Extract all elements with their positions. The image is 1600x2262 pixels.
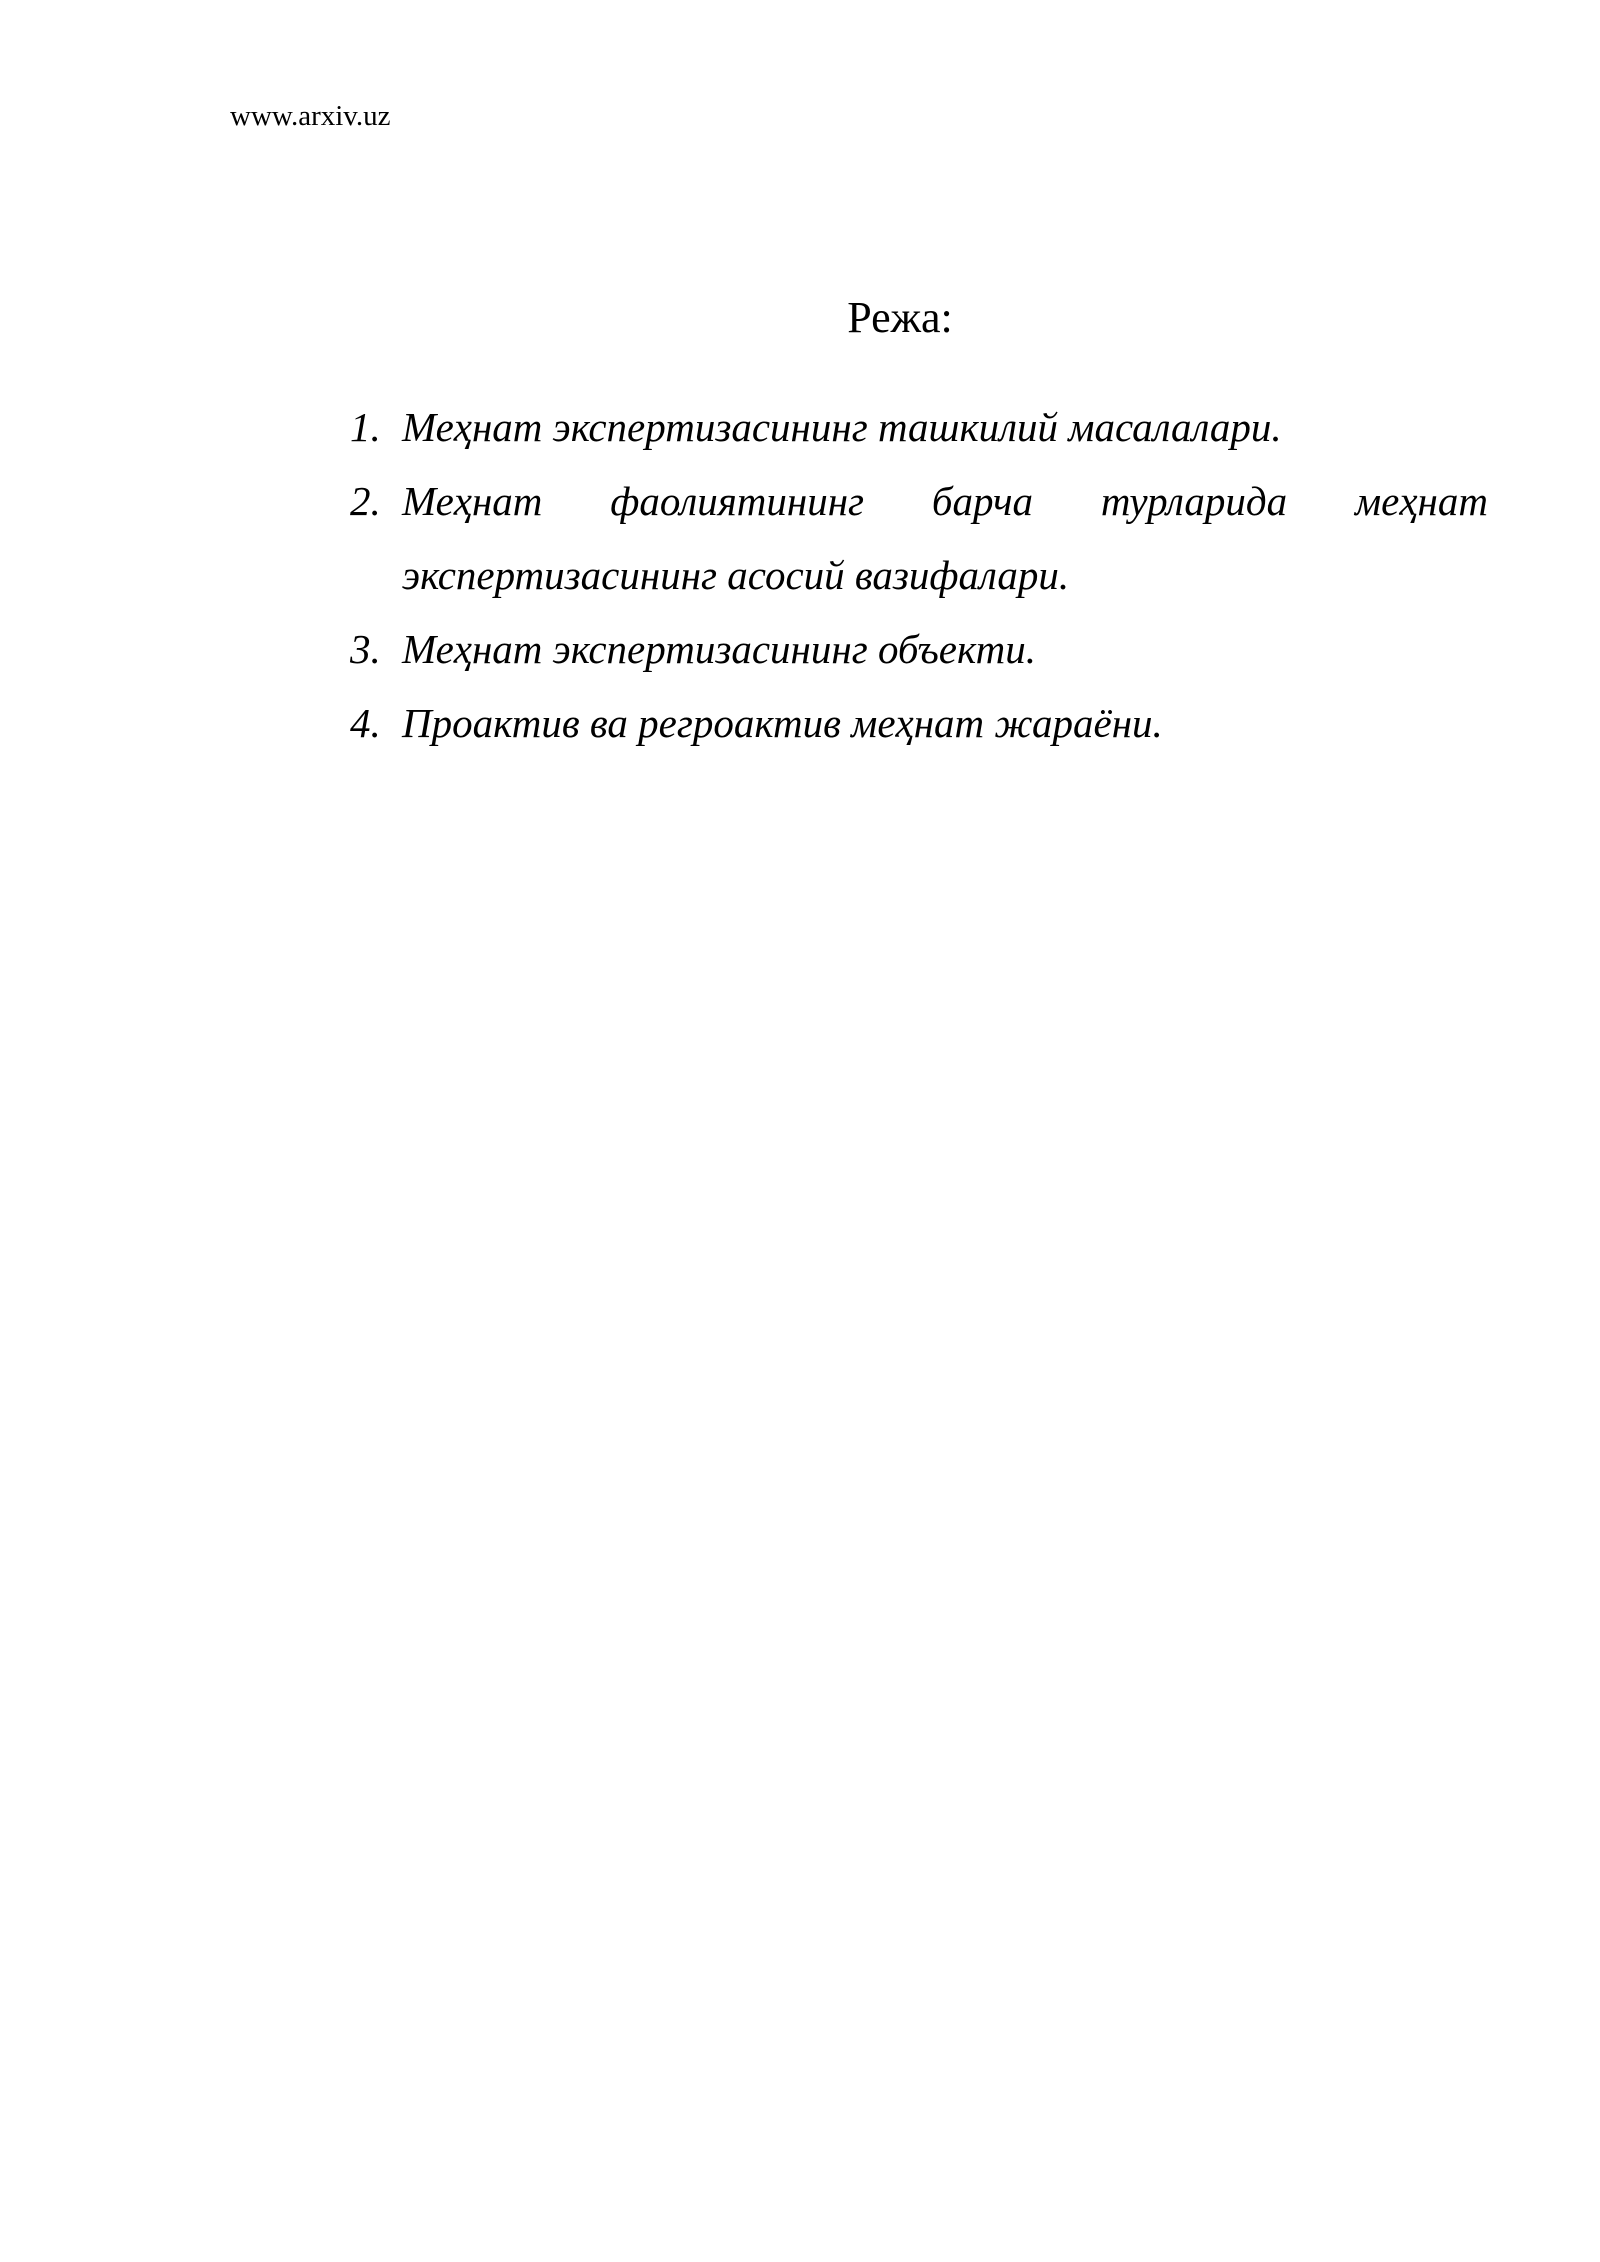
- plan-item-number: 2.: [350, 478, 381, 524]
- plan-item-text: Проактив ва регроактив меҳнат жараёни.: [402, 700, 1163, 746]
- plan-item: [350, 612, 1488, 686]
- plan-item-text: Меҳнат фаолиятининг барча турларида меҳнат экспертизасининг асосий вазифалари.: [402, 478, 1488, 598]
- plan-item-number: 4.: [350, 700, 381, 746]
- plan-item-number: 1.: [350, 404, 381, 450]
- plan-item: [350, 686, 1488, 760]
- plan-item-text: Меҳнат экспертизасининг объекти.: [402, 626, 1036, 672]
- plan-title: Режа:: [847, 293, 953, 342]
- plan-list: [350, 390, 1488, 760]
- plan-item-text: Меҳнат экспертизасининг ташкилий масалалари.: [402, 404, 1282, 450]
- plan-item-number: 3.: [350, 626, 381, 672]
- plan-item: [350, 390, 1488, 464]
- plan-item: [350, 464, 1488, 612]
- site-header: www.arxiv.uz: [230, 100, 391, 132]
